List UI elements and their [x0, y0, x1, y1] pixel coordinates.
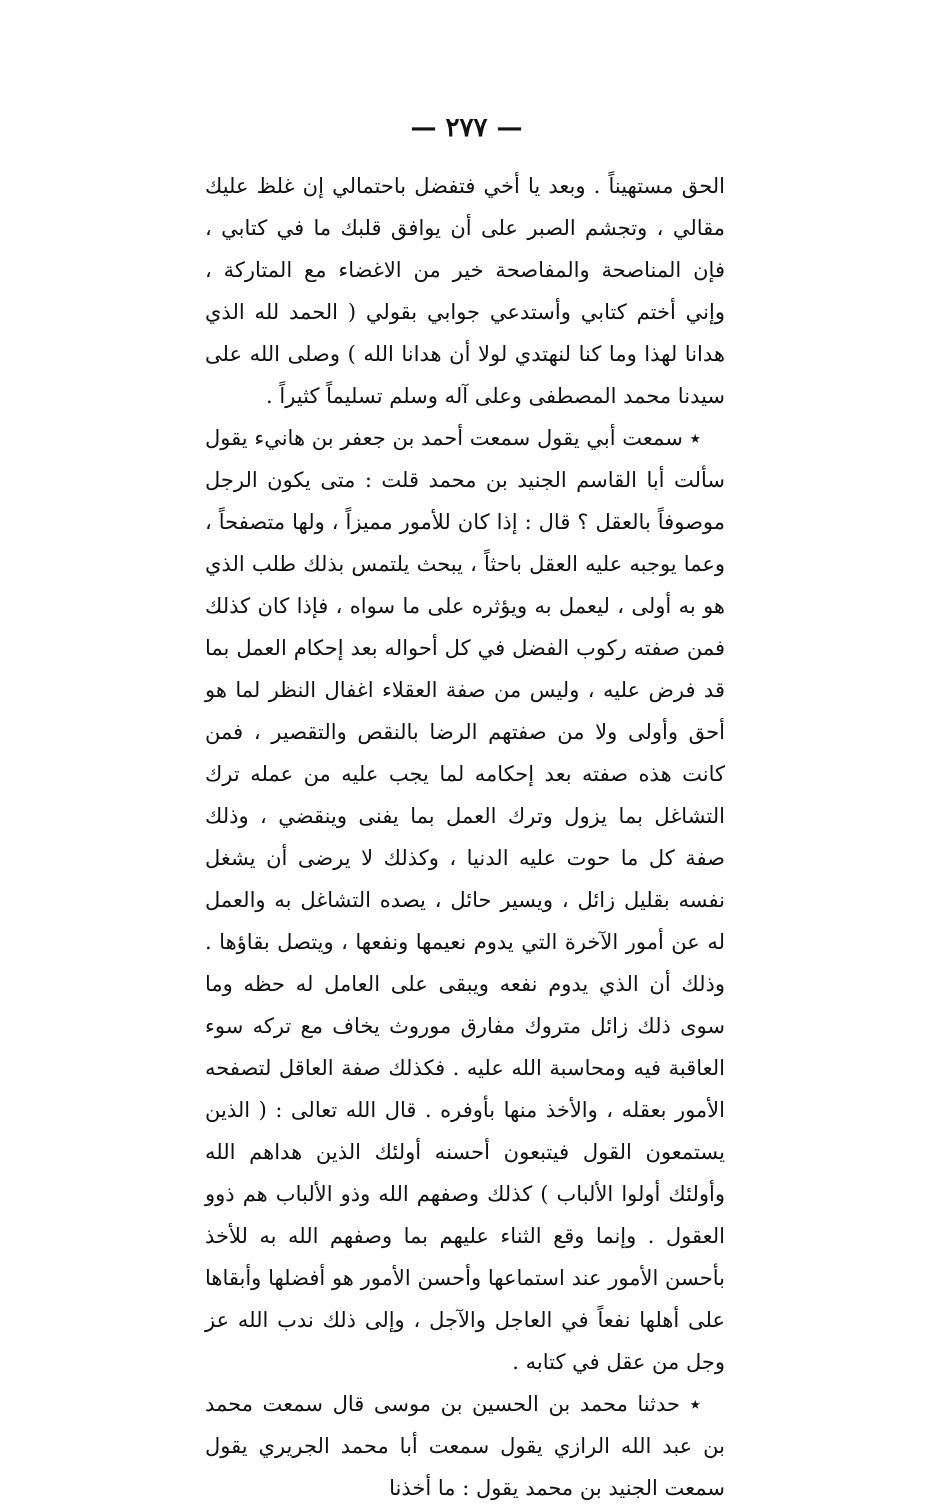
paragraph-2: ٭ سمعت أبي يقول سمعت أحمد بن جعفر بن هانيء يقول سألت أبا القاسم الجنيد بن محمد قلت : متى يكون الرجل موصوفاً بالعقل ؟ قال : إذا كان للأمور مميزاً ، ولها متصفحاً ، وعما يوجبه عليه العقل باحثاً ، يبحث يلتمس بذلك طلب الذي هو به أولى ، ليعمل به ويؤثره على ما سواه ، فإذا كان كذلك فمن صفته ركوب الفضل في كل أحواله بعد إحكام العمل بما قد فرض عليه ، وليس من صفة العقلاء اغفال النظر لما هو أحق وأولى ولا من صفتهم الرضا بالنقص والتقصير ، فمن كانت هذه صفته بعد إحكامه لما يجب عليه من عمله ترك التشاغل بما يزول وترك العمل بما يفنى وينقضي ، وذلك صفة كل ما حوت عليه الدنيا ، وكذلك لا يرضى أن يشغل نفسه بقليل زائل ، ويسير حائل ، يصده التشاغل به والعمل له عن أمور الآخرة التي يدوم نعيمها ونفعها ، ويتصل بقاؤها . وذلك أن الذي يدوم نفعه ويبقى على العامل له حظه وما سوى ذلك زائل متروك مفارق موروث يخاف مع تركه سوء العاقبة فيه ومحاسبة الله عليه . فكذلك صفة العاقل لتصفحه الأمور بعقله ، والأخذ منها بأوفره . قال الله تعالى : ( الذين يستمعون القول فيتبعون أحسنه أولئك الذين هداهم الله وأولئك أولوا الألباب ) كذلك وصفهم الله وذو الألباب هم ذوو العقول . وإنما وقع الثناء عليهم بما وصفهم الله به للأخذ بأحسن الأمور عند استماعها وأحسن الأمور هو أفضلها وأبقاها على أهلها نفعاً في العاجل والآجل ، وإلى ذلك ندب الله عز وجل من عقل في كتابه . [205, 426, 725, 1374]
paragraph-3: ٭ حدثنا محمد بن الحسين بن موسى قال سمعت محمد بن عبد الله الرازي يقول سمعت أبا محمد الجريري يقول سمعت الجنيد بن محمد يقول : ما أخذنا [205, 1392, 725, 1500]
page-number: — ٢٧٧ — [410, 113, 523, 143]
main-text-block [205, 165, 725, 1509]
paragraph-1: الحق مستهيناً . وبعد يا أخي فتفضل باحتمالي إن غلظ عليك مقالي ، وتجشم الصبر على أن يوافق قلبك ما في كتابي ، فإن المناصحة والمفاصحة خير من الاغضاء مع المتاركة ، وإني أختم كتابي وأستدعي جوابي بقولي ( الحمد لله الذي هدانا لهذا وما كنا لنهتدي لولا أن هدانا الله ) وصلى الله على سيدنا محمد المصطفى وعلى آله وسلم تسليماً كثيراً . [205, 174, 725, 408]
